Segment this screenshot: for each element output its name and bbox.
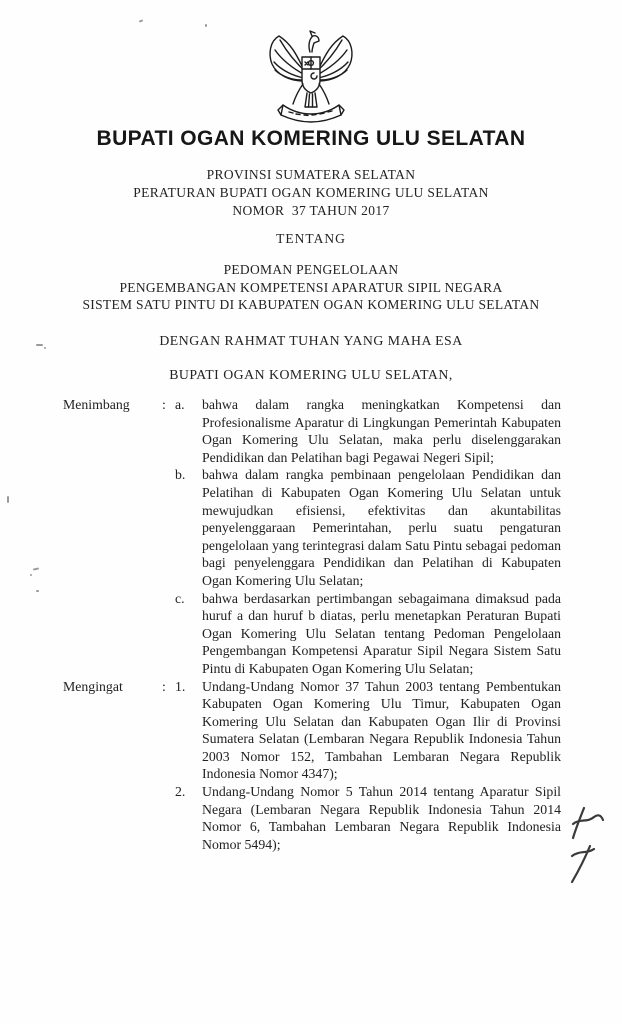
scan-noise xyxy=(30,574,32,576)
regulation-line: PERATURAN BUPATI OGAN KOMERING ULU SELATAN xyxy=(133,185,489,200)
regulation-title xyxy=(0,261,622,314)
item-text: bahwa dalam rangka pembinaan pengelolaan Pendidikan dan Pelatihan di Kabupaten Ogan Komering Ulu Selatan untuk mewujudkan efisiensi, efektivitas dan akuntabilitas penyelenggaraan Pemerintahan, perlu suatu pengaturan pengelolaan yang terintegrasi dalam Satu Pintu sebagai pedoman bagi penyelenggara Pendidikan dan Pelatihan di Kabupaten Ogan Komering Ulu Selatan; xyxy=(202,467,561,588)
title-line-1: PEDOMAN PENGELOLAAN xyxy=(223,262,399,277)
invocation-line: DENGAN RAHMAT TUHAN YANG MAHA ESA xyxy=(159,333,463,348)
considering-item xyxy=(63,396,561,466)
item-marker: b. xyxy=(175,467,186,483)
title-line-2: PENGEMBANGAN KOMPETENSI APARATUR SIPIL NEGARA xyxy=(119,279,503,295)
item-marker: a. xyxy=(175,397,185,412)
item-text: Undang-Undang Nomor 37 Tahun 2003 tentang Pembentukan Kabupaten Ogan Komering Ulu Timur, Kabupaten Ogan Komering Ulu Selatan dan Kabupaten Ogan Ilir di Provinsi Sumatera Selatan (Lembaran Negara Republik Indonesia Tahun 2003 Nomor 152, Tambahan Lembaran Negara Republik Indonesia Nomor 4347); xyxy=(202,678,561,782)
item-text: bahwa berdasarkan pertimbangan sebagaimana dimaksud pada huruf a dan huruf b diatas, perlu menetapkan Peraturan Bupati Ogan Komering Ulu Selatan tentang Pedoman Pengelolaan Pengembangan Kompetensi Aparatur Sipil Negara Sistem Satu Pintu di Kabupaten Ogan Komering Ulu Selatan; xyxy=(202,590,561,676)
scan-noise xyxy=(33,567,39,570)
number-line: NOMOR 37 TAHUN 2017 xyxy=(232,203,390,218)
scan-noise xyxy=(36,590,39,592)
province-line: PROVINSI SUMATERA SELATAN xyxy=(206,167,416,182)
title-line-3: SISTEM SATU PINTU DI KABUPATEN OGAN KOMERING ULU SELATAN xyxy=(82,297,540,312)
legal-basis-label: Mengingat xyxy=(63,678,123,694)
legal-basis-item xyxy=(63,678,561,784)
considering-item xyxy=(63,590,561,678)
handwritten-initials xyxy=(560,800,618,905)
scan-noise xyxy=(205,24,207,27)
about-label: TENTANG xyxy=(276,231,346,246)
considering-separator: : xyxy=(162,397,166,412)
salutation-line: BUPATI OGAN KOMERING ULU SELATAN, xyxy=(169,367,453,382)
considering-label: Menimbang xyxy=(63,397,130,412)
item-marker: c. xyxy=(175,590,185,606)
garuda-pancasila-emblem xyxy=(0,28,622,124)
legal-basis-separator: : xyxy=(162,678,166,694)
regulation-heading xyxy=(0,166,622,220)
item-text: bahwa dalam rangka meningkatkan Kompetensi dan Profesionalisme Aparatur di Lingkungan Pemerintah Kabupaten Ogan Komering Ulu Selatan, maka perlu diselenggarakan Pendidikan dan Pelatihan bagi Pegawai Negeri Sipil; xyxy=(202,397,561,465)
item-marker: 1. xyxy=(175,678,186,694)
item-marker: 2. xyxy=(175,784,186,800)
item-text: Undang-Undang Nomor 5 Tahun 2014 tentang Aparatur Sipil Negara (Lembaran Negara Republik Indonesia Tahun 2014 Nomor 6, Tambahan Lembaran Negara Republik Indonesia Nomor 5494); xyxy=(202,784,561,852)
scan-noise xyxy=(7,496,9,503)
scan-noise xyxy=(139,19,143,22)
authority-title: BUPATI OGAN KOMERING ULU SELATAN xyxy=(96,127,526,150)
considering-item xyxy=(63,466,561,589)
document-body xyxy=(63,396,561,853)
legal-basis-item xyxy=(63,783,561,853)
